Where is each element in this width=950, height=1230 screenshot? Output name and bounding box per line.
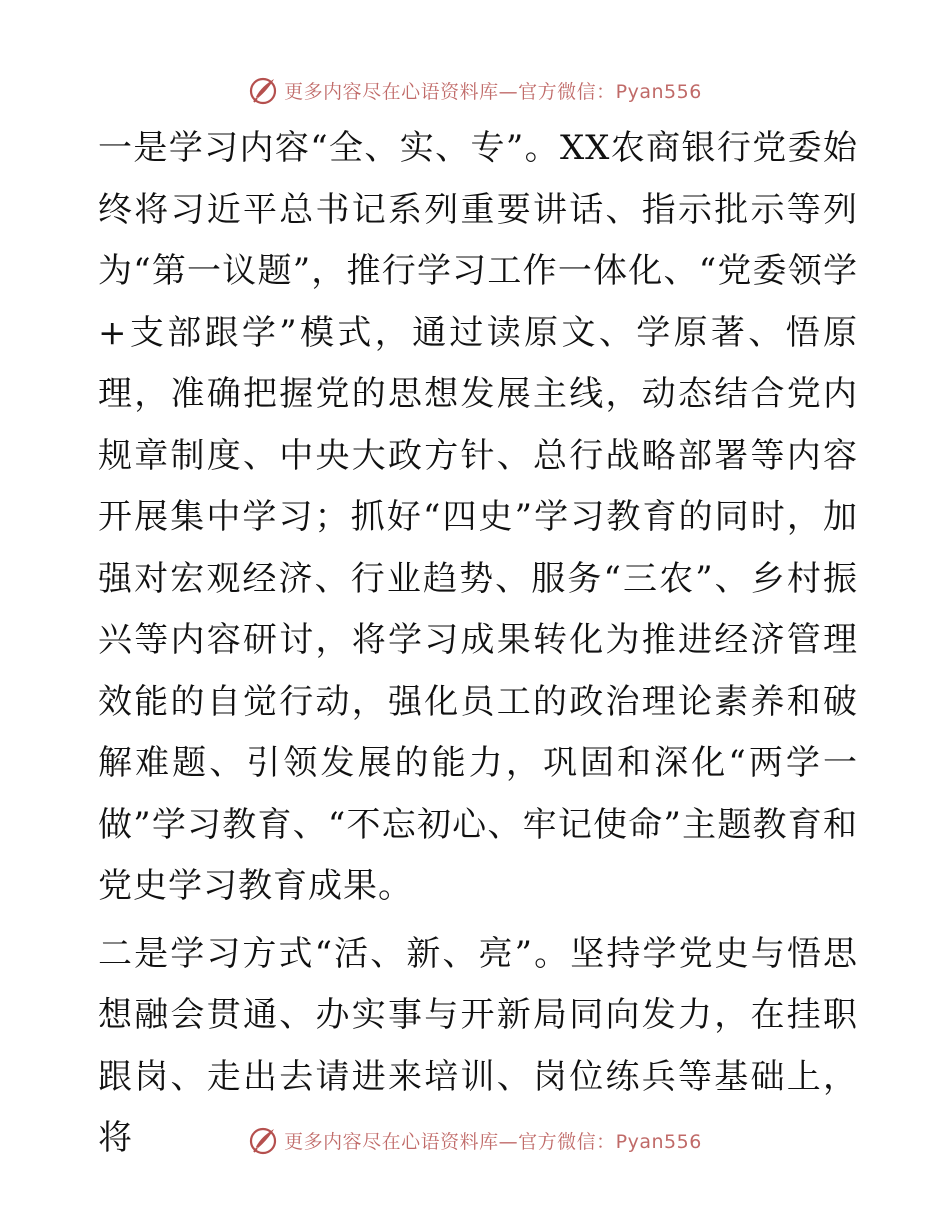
watermark-text: 更多内容尽在心语资料库—官方微信：Pyan556 bbox=[284, 80, 702, 103]
paragraph-2: 二是学习方式“活、新、亮”。坚持学党史与悟思想融会贯通、办实事与开新局同向发力，在挂职跟岗、走出去请进来培训、岗位练兵等基础上，将 bbox=[98, 933, 858, 1158]
footer-watermark bbox=[0, 1120, 950, 1160]
watermark-text: 更多内容尽在心语资料库—官方微信：Pyan556 bbox=[284, 1130, 702, 1153]
document-body bbox=[98, 118, 858, 1170]
header-watermark bbox=[0, 70, 950, 110]
quill-seal-icon bbox=[248, 1125, 278, 1155]
paragraph-1: 一是学习内容“全、实、专”。XX农商银行党委始终将习近平总书记系列重要讲话、指示批示等列为“第一议题”，推行学习工作一体化、“党委领学+支部跟学”模式，通过读原文、学原著、悟原理，准确把握党的思想发展主线，动态结合党内规章制度、中央大政方针、总行战略部署等内容开展集中学习；抓好“四史”学习教育的同时，加强对宏观经济、行业趋势、服务“三农”、乡村振兴等内容研讨，将学习成果转化为推进经济管理效能的自觉行动，强化员工的政治理论素养和破解难题、引领发展的能力，巩固和深化“两学一做”学习教育、“不忘初心、牢记使命”主题教育和党史学习教育成果。 bbox=[98, 128, 858, 906]
quill-seal-icon bbox=[248, 75, 278, 105]
